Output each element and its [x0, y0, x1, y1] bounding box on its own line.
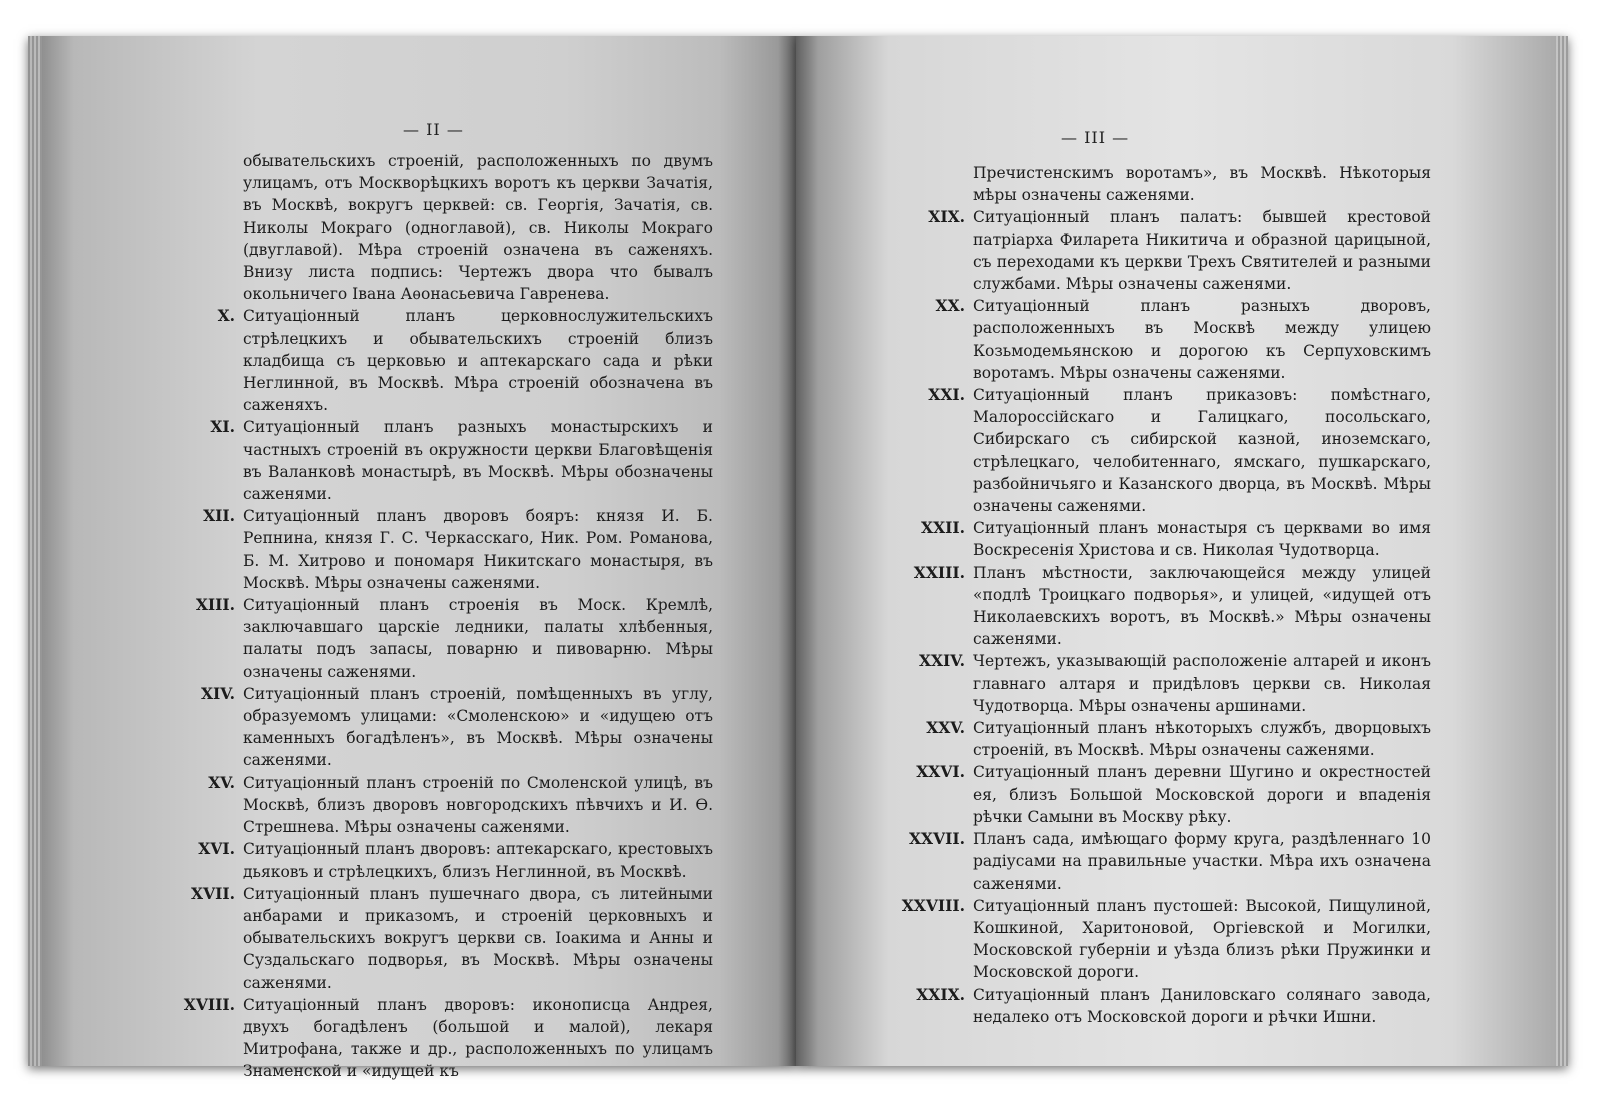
- entry-text: Ситуаціонный планъ дворовъ: иконописца Андрея, двухъ богадѣленъ (большой и малой), лекаря Митрофана, также и др., расположенныхъ по улицамъ Знаменской и «идущей къ: [243, 995, 713, 1081]
- entry-text: Ситуаціонный планъ пушечнаго двора, съ литейными анбарами и приказомъ, и строеній церковныхъ и обывательскихъ вокругъ церкви св. Іоакима и Анны и Суздальскаго подворья, въ Москвѣ. Мѣры означены саженями.: [243, 884, 713, 992]
- entry-text: Ситуаціонный планъ строеній по Смоленской улицѣ, въ Москвѣ, близъ дворовъ новгородскихъ пѣвчихъ и И. Ѳ. Стрешнева. Мѣры означены саженями.: [243, 773, 713, 837]
- left-page: [28, 36, 796, 1081]
- entry-text: Ситуаціонный планъ строенія въ Моск. Кремлѣ, заключавшаго царскіе ледники, палаты хлѣбенныя, палаты подъ запасы, поварню и пивоварню. Мѣры означены саженями.: [243, 596, 713, 681]
- list-item: [138, 838, 713, 882]
- list-item: [138, 772, 713, 839]
- entry-number: XXV.: [926, 718, 965, 738]
- entry-number: XV.: [208, 772, 235, 792]
- entry-number: XIV.: [201, 683, 235, 703]
- entry-number: XXI.: [928, 385, 965, 405]
- list-item: [851, 384, 1431, 517]
- entry-text: Планъ мѣстности, заключающейся между улицей «подлѣ Троицкаго подворья», и улицей, «идущей отъ Николаевскихъ воротъ, въ Москвѣ.» Мѣры означены саженями.: [973, 563, 1431, 649]
- list-item: [138, 505, 713, 594]
- entry-number: XXII.: [921, 518, 965, 538]
- list-item: [851, 984, 1431, 1028]
- list-item: [851, 895, 1431, 984]
- list-item: [138, 594, 713, 683]
- right-page: [796, 36, 1568, 1066]
- entry-number: XIX.: [928, 207, 965, 227]
- entry-text: Ситуаціонный планъ дворовъ: аптекарскаго, крестовыхъ дьяковъ и стрѣлецкихъ, близъ Неглинной, въ Москвѣ.: [243, 840, 713, 881]
- open-book: [28, 36, 1568, 1081]
- list-item: [851, 761, 1431, 828]
- entry-number: XXVI.: [916, 762, 965, 782]
- left-page-text: [138, 150, 713, 1083]
- entry-text: Ситуаціонный планъ разныхъ монастырскихъ и частныхъ строеній въ окружности церкви Благовѣщенія въ Валанковѣ монастырѣ, въ Москвѣ. Мѣры обозначены саженями.: [243, 418, 713, 504]
- entry-number: X.: [217, 306, 235, 326]
- continuation-paragraph: обывательскихъ строеній, расположенныхъ по двумъ улицамъ, отъ Москворѣцкихъ воротъ къ церкви Зачатія, въ Москвѣ, вокругъ церквей: св. Георгія, Зачатія, св. Николы Мокраго (одноглавой), св. Николы Мокраго (двуглавой). Мѣра строеній означена въ саженяхъ. Внизу листа подпись: Чертежъ двора что бывалъ окольничего Івана Аѳонасьевича Гавренева.: [243, 152, 713, 304]
- list-item: [851, 828, 1431, 895]
- list-item: [851, 517, 1431, 561]
- list-item: [138, 994, 713, 1083]
- left-page-number: — II —: [403, 120, 464, 139]
- entry-number: XVIII.: [183, 994, 235, 1014]
- right-page-text: [851, 162, 1431, 1028]
- entry-number: XVI.: [198, 839, 235, 859]
- entry-number: XII.: [203, 506, 235, 526]
- entry-number: XVII.: [191, 883, 235, 903]
- list-item: [851, 562, 1431, 651]
- entry-number: XIII.: [195, 595, 235, 615]
- entry-text: Ситуаціонный планъ монастыря съ церквами во имя Воскресенія Христова и св. Николая Чудотворца.: [973, 519, 1431, 560]
- entry-text: Ситуаціонный планъ приказовъ: помѣстнаго, Малороссійскаго и Галицкаго, посольскаго, Сибирскаго съ сибирской казной, иноземскаго, стрѣлецкаго, челобитеннаго, ямскаго, пушкарскаго, разбойничьяго и Казанского дворца, въ Москвѣ. Мѣры означены саженями.: [973, 386, 1431, 516]
- list-item: [138, 683, 713, 772]
- continuation-paragraph: Пречистенскимъ воротамъ», въ Москвѣ. Нѣкоторыя мѣры означены саженями.: [973, 164, 1431, 205]
- entry-number: XI.: [210, 417, 235, 437]
- entry-text: Ситуаціонный планъ палатъ: бывшей крестовой патріарха Филарета Никитича и образной царицыной, съ переходами къ церкви Трехъ Святителей и разными службами. Мѣры означены саженями.: [973, 208, 1431, 294]
- list-item: [851, 717, 1431, 761]
- right-page-number: — III —: [1061, 128, 1130, 147]
- entry-number: XXIV.: [918, 651, 965, 671]
- entry-text: Ситуаціонный планъ церковнослужительскихъ стрѣлецкихъ и обывательскихъ строеній близъ кладбища съ церковью и аптекарскаго сада и рѣки Неглинной, въ Москвѣ. Мѣра строеній обозначена въ саженяхъ.: [243, 307, 713, 415]
- list-item: [851, 295, 1431, 384]
- entry-text: Чертежъ, указывающій расположеніе алтарей и иконъ главнаго алтаря и придѣловъ церкви св. Николая Чудотворца. Мѣры означены аршинами.: [973, 652, 1431, 715]
- entry-text: Ситуаціонный планъ разныхъ дворовъ, расположенныхъ въ Москвѣ между улицею Козьмодемьянскою и дорогою къ Серпуховскимъ воротамъ. Мѣры означены саженями.: [973, 297, 1431, 382]
- entry-text: Ситуаціонный планъ нѣкоторыхъ службъ, дворцовыхъ строеній, въ Москвѣ. Мѣры означены саженями.: [973, 719, 1431, 760]
- entry-number: XXIX.: [916, 984, 965, 1004]
- entry-number: XXVIII.: [901, 895, 965, 915]
- entry-text: Ситуаціонный планъ дворовъ бояръ: князя И. Б. Репнина, князя Г. С. Черкасскаго, Ник. Ром. Романова, Б. М. Хитрово и пономаря Никитскаго монастыря, въ Москвѣ. Мѣры означены саженями.: [243, 507, 713, 592]
- list-item: [138, 305, 713, 416]
- list-item: [138, 883, 713, 994]
- entry-number: XXIII.: [913, 562, 965, 582]
- entry-text: Ситуаціонный планъ деревни Шугино и окрестностей ея, близъ Большой Московской дороги и впаденія рѣчки Самыни въ Москву рѣку.: [973, 763, 1431, 826]
- list-item: [851, 650, 1431, 717]
- entry-text: Ситуаціонный планъ Даниловскаго солянаго завода, недалеко отъ Московской дороги и рѣчки Ишни.: [973, 985, 1431, 1026]
- entry-number: XX.: [935, 296, 965, 316]
- entry-text: Ситуаціонный планъ пустошей: Высокой, Пищулиной, Кошкиной, Харитоновой, Оргіевской и Могилки, Московской губерніи и уѣзда близъ рѣки Пружинки и Московской дороги.: [973, 896, 1431, 982]
- entry-number: XXVII.: [909, 829, 965, 849]
- list-item: [138, 416, 713, 505]
- list-item: [851, 206, 1431, 295]
- entry-text: Ситуаціонный планъ строеній, помѣщенныхъ въ углу, образуемомъ улицами: «Смоленскою» и «идущею отъ каменныхъ богадѣленъ», въ Москвѣ. Мѣры означены саженями.: [243, 684, 713, 770]
- entry-text: Планъ сада, имѣющаго форму круга, раздѣленнаго 10 радіусами на правильные участки. Мѣра ихъ означена саженями.: [973, 830, 1431, 893]
